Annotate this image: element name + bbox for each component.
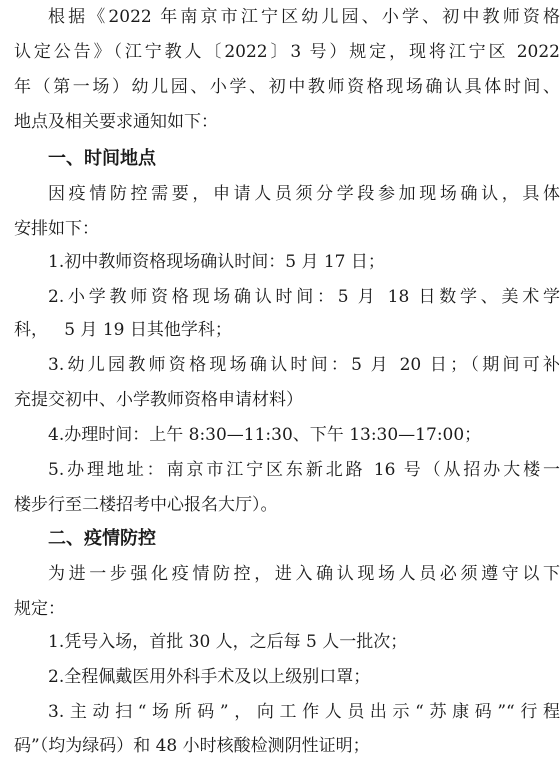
section1-item-5b: 楼步行至二楼招考中心报名大厅）。 bbox=[14, 495, 278, 515]
section2-item-3a: 3.主动扫“场所码”，向工作人员出示“苏康码”“行程 bbox=[48, 702, 560, 722]
section1-item-2a: 2.小学教师资格现场确认时间：5 月 18 日数学、美术学 bbox=[48, 287, 560, 307]
section1-line-1: 因疫情防控需要，申请人员须分学段参加现场确认，具体 bbox=[48, 184, 560, 204]
section1-item-3a: 3.幼儿园教师资格现场确认时间：5 月 20 日；（期间可补 bbox=[48, 355, 560, 375]
section2-item-1: 1.凭号入场，首批 30 人，之后每 5 人一批次； bbox=[48, 632, 408, 652]
section2-item-2: 2.全程佩戴医用外科手术及以上级别口罩； bbox=[48, 667, 371, 687]
section1-item-5a: 5.办理地址：南京市江宁区东新北路 16 号（从招办大楼一 bbox=[48, 460, 560, 480]
section2-line-2: 规定： bbox=[14, 599, 65, 619]
section1-item-1: 1.初中教师资格现场确认时间：5 月 17 日； bbox=[48, 252, 385, 272]
section-heading-time-location: 一、时间地点 bbox=[48, 148, 156, 169]
intro-line-3: 年（第一场）幼儿园、小学、初中教师资格现场确认具体时间、 bbox=[14, 77, 560, 97]
section1-item-2b: 科， 5 月 19 日其他学科； bbox=[14, 320, 232, 340]
section1-item-3b: 充提交初中、小学教师资格申请材料） bbox=[14, 390, 303, 410]
section1-line-2: 安排如下： bbox=[14, 219, 99, 239]
section1-item-4: 4.办理时间：上午 8:30—11:30、下午 13:30—17:00； bbox=[48, 425, 482, 445]
intro-line-2: 认定公告》（江宁教人〔2022〕3 号）规定，现将江宁区 2022 bbox=[14, 42, 560, 62]
section2-line-1: 为进一步强化疫情防控，进入确认现场人员必须遵守以下 bbox=[48, 564, 560, 584]
section-heading-epidemic-control: 二、疫情防控 bbox=[48, 528, 156, 549]
intro-line-1: 根据《2022 年南京市江宁区幼儿园、小学、初中教师资格 bbox=[48, 7, 560, 27]
section2-item-3b: 码”（均为绿码）和 48 小时核酸检测阴性证明； bbox=[14, 736, 370, 756]
intro-line-4: 地点及相关要求通知如下： bbox=[14, 112, 218, 132]
